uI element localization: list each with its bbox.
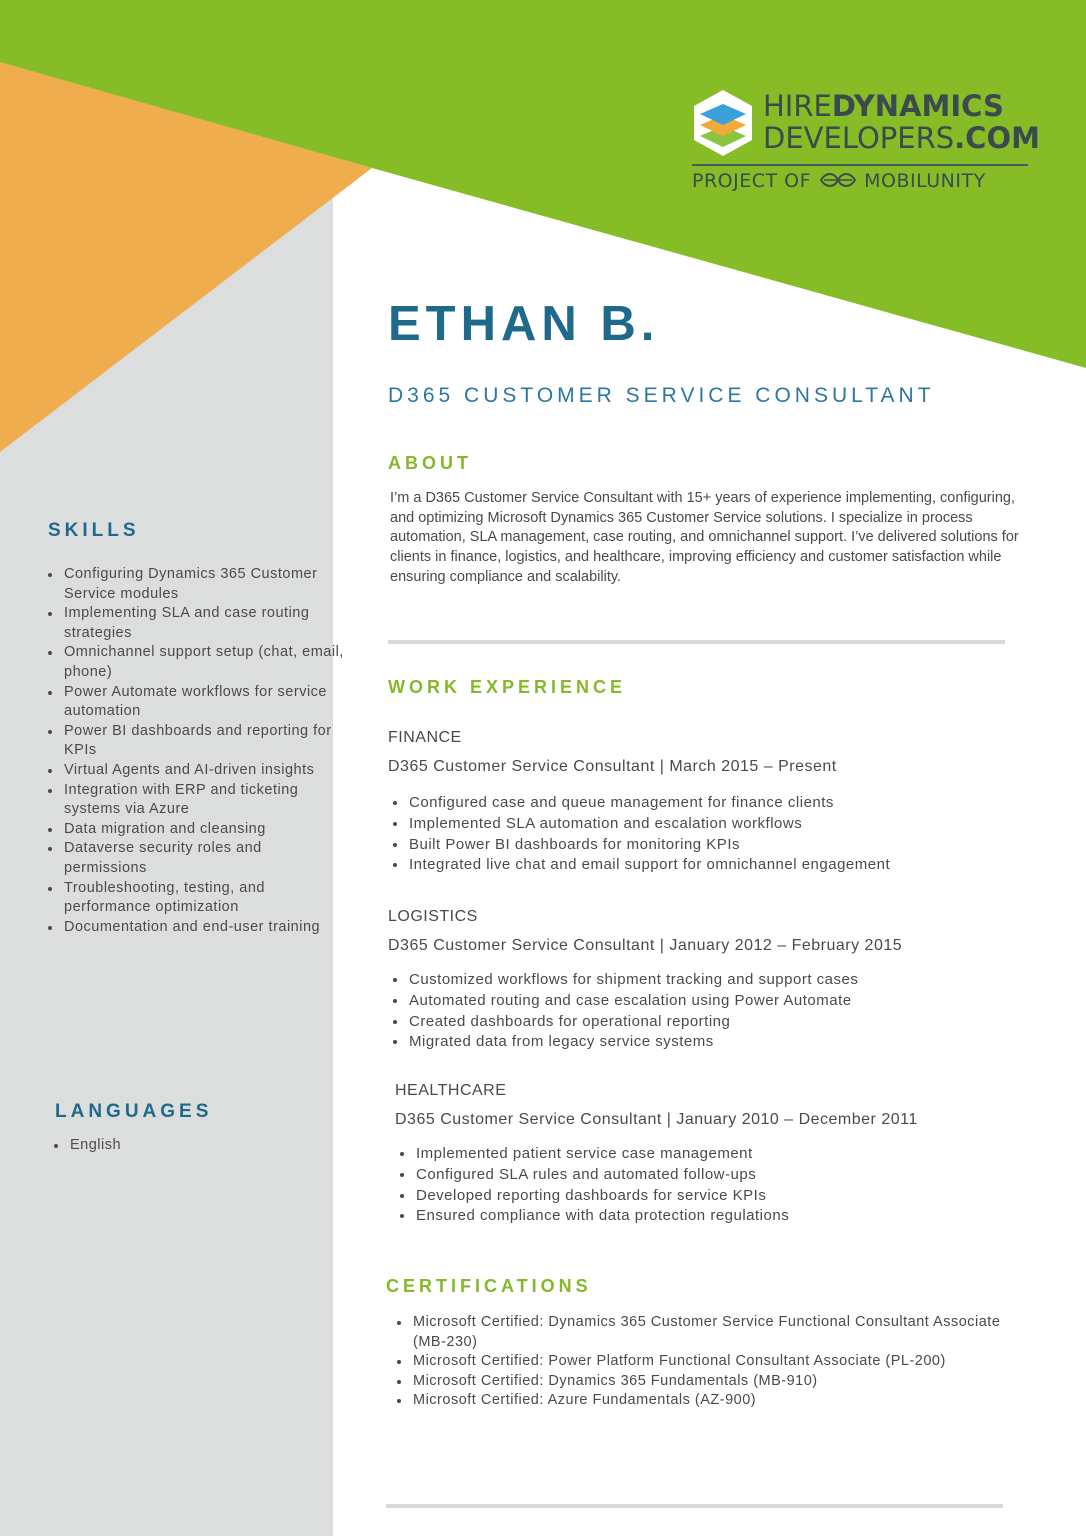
candidate-role: D365 CUSTOMER SERVICE CONSULTANT xyxy=(388,384,935,407)
job-bullets xyxy=(389,970,858,1053)
list-item: Customized workflows for shipment tracking and support cases xyxy=(409,970,858,991)
logo-line-2: DEVELOPERS.COM xyxy=(763,121,1040,155)
list-item: Virtual Agents and AI-driven insights xyxy=(64,761,344,781)
list-item: Migrated data from legacy service systems xyxy=(409,1032,858,1053)
list-item: Configured SLA rules and automated follow-ups xyxy=(416,1165,789,1186)
certifications-heading: CERTIFICATIONS xyxy=(386,1276,592,1296)
list-item: Dataverse security roles and permissions xyxy=(64,839,344,878)
candidate-name: ETHAN B. xyxy=(388,297,660,351)
list-item: Documentation and end-user training xyxy=(64,918,344,938)
job-title: D365 Customer Service Consultant | January 2012 – February 2015 xyxy=(388,937,903,954)
list-item: Microsoft Certified: Power Platform Functional Consultant Associate (PL-200) xyxy=(413,1352,1013,1372)
about-text: I’m a D365 Customer Service Consultant with 15+ years of experience implementing, configuring, and optimizing Microsoft Dynamics 365 Customer Service solutions. I specialize in process automation, SLA management, case routing, and omnichannel support. I’ve delivered solutions for clients in finance, logistics, and healthcare, improving efficiency and customer satisfaction while ensuring compliance and scalability. xyxy=(390,490,1019,585)
job-bullets xyxy=(389,793,890,876)
list-item: Configured case and queue management for finance clients xyxy=(409,793,890,814)
certifications-list xyxy=(393,1313,1013,1411)
section-divider xyxy=(386,1504,1003,1508)
list-item: Built Power BI dashboards for monitoring KPIs xyxy=(409,835,890,856)
list-item: Omnichannel support setup (chat, email, phone) xyxy=(64,643,344,682)
logo-subtitle: PROJECT OF MOBILUNITY xyxy=(692,170,986,192)
job-sector: HEALTHCARE xyxy=(395,1082,507,1099)
company-logo xyxy=(690,88,1040,198)
skills-heading: SKILLS xyxy=(48,520,140,541)
mobilunity-leaf-icon xyxy=(818,171,858,189)
section-divider xyxy=(388,640,1005,644)
job-title: D365 Customer Service Consultant | January 2010 – December 2011 xyxy=(395,1111,918,1128)
job-title: D365 Customer Service Consultant | March 2015 – Present xyxy=(388,758,837,775)
list-item: Ensured compliance with data protection regulations xyxy=(416,1206,789,1227)
logo-line-1: HIREDYNAMICS xyxy=(763,89,1004,123)
work-experience-heading: WORK EXPERIENCE xyxy=(388,677,627,697)
list-item: Integrated live chat and email support for omnichannel engagement xyxy=(409,855,890,876)
list-item: Power Automate workflows for service automation xyxy=(64,683,344,722)
list-item: Created dashboards for operational reporting xyxy=(409,1012,858,1033)
list-item: English xyxy=(70,1136,330,1156)
job-bullets xyxy=(396,1144,789,1227)
list-item: Configuring Dynamics 365 Customer Service modules xyxy=(64,565,344,604)
list-item: Integration with ERP and ticketing systems via Azure xyxy=(64,781,344,820)
list-item: Microsoft Certified: Dynamics 365 Fundamentals (MB-910) xyxy=(413,1372,1013,1392)
list-item: Microsoft Certified: Dynamics 365 Customer Service Functional Consultant Associate (MB-230) xyxy=(413,1313,1013,1352)
list-item: Implementing SLA and case routing strategies xyxy=(64,604,344,643)
skills-list xyxy=(44,565,344,937)
hexagon-stack-logo-icon xyxy=(690,88,756,158)
list-item: Data migration and cleansing xyxy=(64,820,344,840)
list-item: Implemented patient service case management xyxy=(416,1144,789,1165)
logo-divider xyxy=(692,164,1028,166)
job-sector: FINANCE xyxy=(388,729,462,746)
languages-heading: LANGUAGES xyxy=(55,1101,213,1122)
list-item: Implemented SLA automation and escalation workflows xyxy=(409,814,890,835)
list-item: Microsoft Certified: Azure Fundamentals (AZ-900) xyxy=(413,1391,1013,1411)
job-sector: LOGISTICS xyxy=(388,908,478,925)
list-item: Troubleshooting, testing, and performance optimization xyxy=(64,879,344,918)
list-item: Automated routing and case escalation using Power Automate xyxy=(409,991,858,1012)
languages-list xyxy=(50,1136,330,1156)
list-item: Developed reporting dashboards for service KPIs xyxy=(416,1186,789,1207)
list-item: Power BI dashboards and reporting for KPIs xyxy=(64,722,344,761)
about-heading: ABOUT xyxy=(388,453,472,473)
